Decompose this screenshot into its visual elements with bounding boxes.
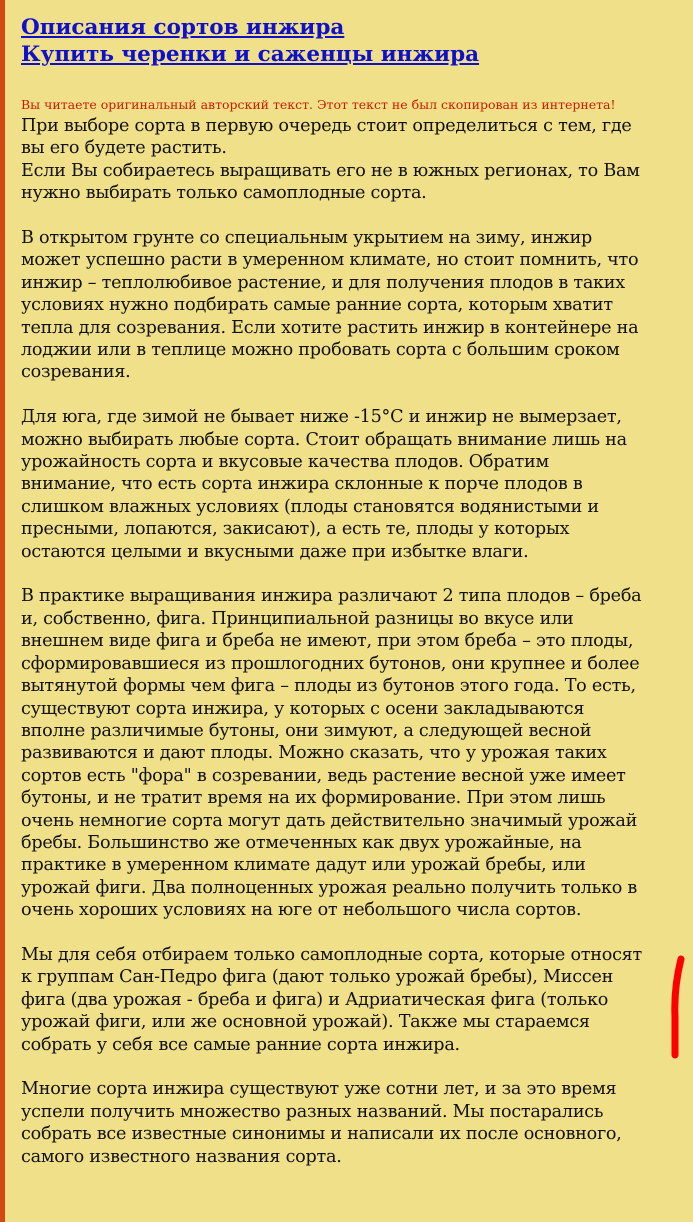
text-line: При выборе сорта в первую очередь стоит определиться с тем, где <box>21 116 632 136</box>
paragraph-4 <box>21 585 686 921</box>
text-line: успели получить множество разных названий. Мы постарались <box>21 1101 604 1122</box>
text-line: Если Вы собираетесь выращивать его не в южных регионах, то Вам <box>21 160 640 181</box>
text-line: фига (два урожая - бреба и фига) и Адриатическая фига (только <box>21 989 609 1010</box>
paragraph-5 <box>21 944 686 1056</box>
link-fig-varieties[interactable]: Описания сортов инжира <box>21 15 345 40</box>
text-line: и, собственно, фига. Принципиальной разницы во вкусе или <box>21 608 574 629</box>
text-line: собрать все известные синонимы и написали их после основного, <box>21 1124 622 1145</box>
text-line: бутоны, и не тратит время на их формирование. При этом лишь <box>21 788 606 809</box>
text-line: сортов есть "фора" в созревании, ведь растение весной уже имеет <box>21 765 626 786</box>
text-line: вытянутой формы чем фига – плоды из бутонов этого года. То есть, <box>21 676 636 697</box>
text-line: может успешно расти в умеренном климате, но стоит помнить, что <box>21 250 639 271</box>
text-line: очень хороших условиях на юге от небольшого числа сортов. <box>21 900 582 921</box>
text-line: вы его будете растить. <box>21 138 227 159</box>
paragraph-3 <box>21 406 686 563</box>
text-line: самого известного названия сорта. <box>21 1146 342 1167</box>
text-line: условиях нужно подбирать самые ранние сорта, которым хватит <box>21 295 613 316</box>
text-line: можно выбирать любые сорта. Стоит обращать внимание лишь на <box>21 429 627 450</box>
article-body <box>21 115 686 1168</box>
text-line: урожайность сорта и вкусовые качества плодов. Обратим <box>21 452 549 473</box>
paragraph-6 <box>21 1078 686 1168</box>
text-line: лоджии или в теплице можно пробовать сорта с большим сроком <box>21 340 620 361</box>
red-marker-stroke <box>669 955 687 1060</box>
text-line: бребы. Большинство же отмеченных как двух урожайные, на <box>21 832 582 853</box>
text-line: остаются целыми и вкусными даже при избытке влаги. <box>21 541 529 562</box>
text-line: урожай фиги. Два полноценных урожая реально получить только в <box>21 877 638 898</box>
text-line: к группам Сан-Педро фига (дают только урожай бребы), Миссен <box>21 967 614 988</box>
text-line: внешнем виде фига и бреба не имеют, при этом бреба – это плоды, <box>21 631 634 652</box>
page-content <box>21 14 686 1190</box>
text-line: вполне различимые бутоны, они зимуют, а следующей весной <box>21 720 592 741</box>
text-line: созревания. <box>21 362 131 383</box>
text-line: внимание, что есть сорта инжира склонные к порче плодов в <box>21 474 583 495</box>
text-line: развиваются и дают плоды. Можно сказать, что у урожая таких <box>21 743 607 764</box>
text-line: урожай фиги, или же основной урожай). Также мы стараемся <box>21 1012 590 1033</box>
text-line: Мы для себя отбираем только самоплодные сорта, которые относят <box>21 944 643 965</box>
text-line: Многие сорта инжира существуют уже сотни лет, и за это время <box>21 1079 617 1100</box>
text-line: Для юга, где зимой не бывает ниже -15°С и инжир не вымерзает, <box>21 407 622 428</box>
text-line: нужно выбирать только самоплодные сорта. <box>21 183 427 204</box>
originality-notice: Вы читаете оригинальный авторский текст. Этот текст не был скопирован из интернета! <box>21 97 616 112</box>
text-line: тепла для созревания. Если хотите растить инжир в контейнере на <box>21 317 639 338</box>
text-line: слишком влажных условиях (плоды становятся водянистыми и <box>21 496 599 517</box>
text-line: существуют сорта инжира, у которых с осени закладываются <box>21 698 585 719</box>
text-line: инжир – теплолюбивое растение, и для получения плодов в таких <box>21 272 625 293</box>
text-line: собрать у себя все самые ранние сорта инжира. <box>21 1034 460 1055</box>
paragraph-2 <box>21 227 686 384</box>
text-line: сформировавшиеся из прошлогодних бутонов, они крупнее и более <box>21 653 640 674</box>
text-line: очень немногие сорта могут дать действительно значимый урожай <box>21 810 638 831</box>
text-line: пресными, лопаются, закисают), а есть те, плоды у которых <box>21 519 570 540</box>
text-line: практике в умеренном климате дадут или урожай бребы, или <box>21 855 586 876</box>
paragraph-1 <box>21 115 686 205</box>
link-buy-cuttings[interactable]: Купить черенки и саженцы инжира <box>21 42 480 67</box>
text-line: В открытом грунте со специальным укрытием на зиму, инжир <box>21 228 593 249</box>
text-line: В практике выращивания инжира различают 2 типа плодов – бреба <box>21 586 642 607</box>
left-border-bar <box>0 0 5 1222</box>
